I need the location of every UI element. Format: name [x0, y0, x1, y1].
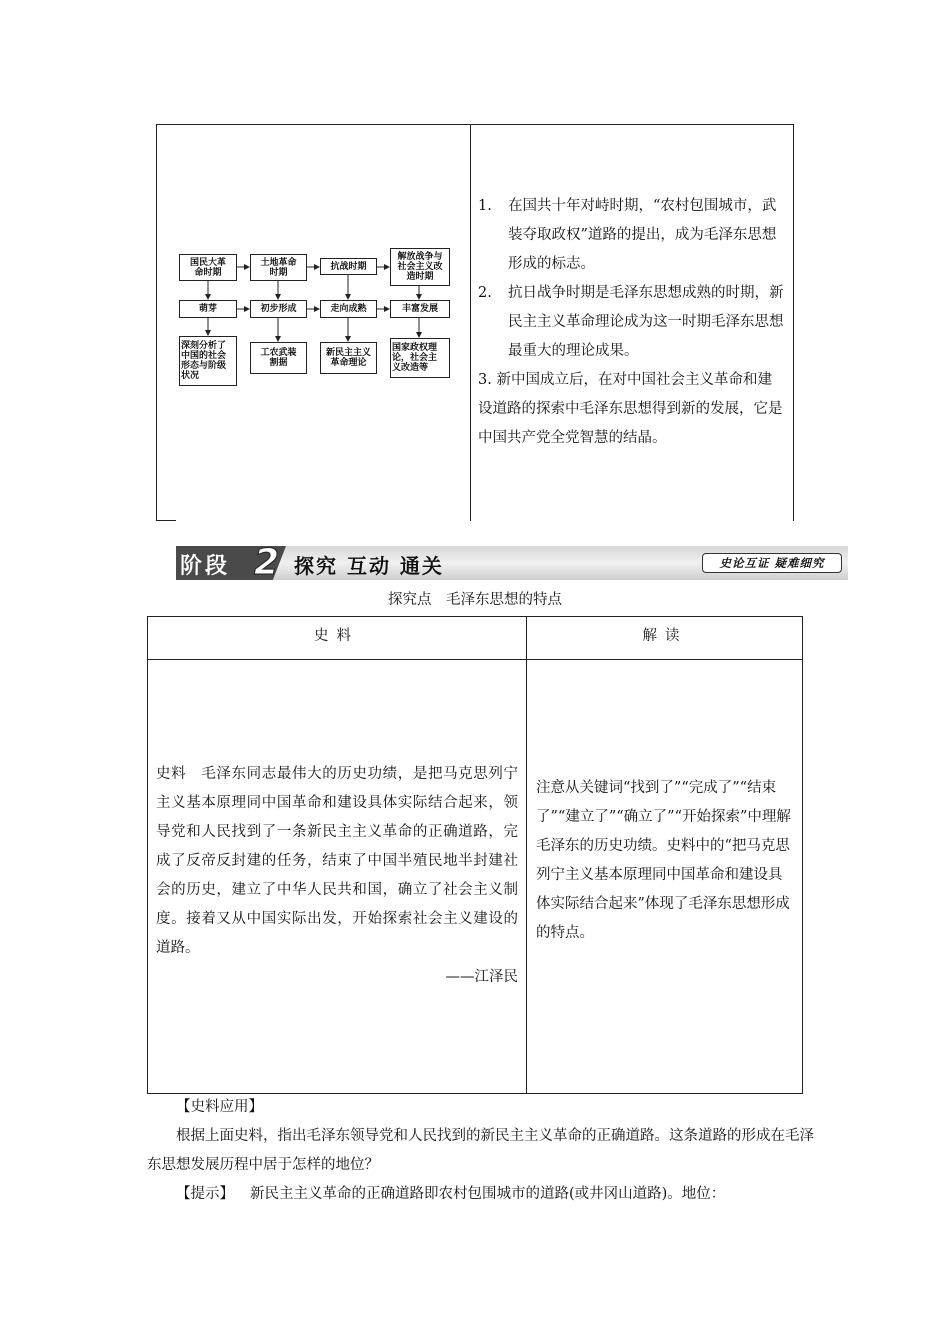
banner-tag: 史论互证 疑难细究: [702, 553, 842, 573]
flow-node-maturing: 走向成熟: [320, 300, 377, 318]
banner-title: 探究 互动 通关: [294, 554, 444, 578]
flow-node-social-analysis: 深刻分析了 中国的社会 形态与阶级 状况: [179, 336, 237, 386]
source-author: ——江泽民: [445, 969, 518, 985]
column-header-interpretation: 解读: [642, 628, 688, 644]
application-question: [147, 1122, 819, 1180]
flow-node-initial-formation: 初步形成: [250, 300, 307, 318]
column-header-source: 史料: [314, 628, 359, 644]
thought-development-flowchart: [170, 240, 460, 400]
table-divider: [470, 124, 471, 521]
table-divider: [147, 659, 803, 660]
hint-text: 新民主主义革命的正确道路即农村包围城市的道路(或井冈山道路)。地位：: [250, 1186, 726, 1202]
flow-node-national-revolution: 国民大革 命时期: [179, 254, 237, 281]
table-divider: [156, 520, 176, 521]
stage-banner: [176, 542, 848, 583]
flow-node-sprout: 萌芽: [179, 300, 237, 318]
application-heading: 【史料应用】: [176, 1099, 263, 1115]
application-hint: [176, 1180, 826, 1209]
flow-node-new-democracy-theory: 新民主主义 革命理论: [320, 342, 377, 374]
summary-point: [478, 279, 784, 366]
flow-node-armed-separatism: 工农武装 割据: [250, 342, 307, 374]
flow-node-state-power-theory: 国家政权理 论，社会主 义改造等: [390, 338, 450, 378]
explore-point-title: 探究点 毛泽东思想的特点: [388, 592, 562, 608]
summary-point: 3. 新中国成立后，在对中国社会主义革命和建设道路的探索中毛泽东思想得到新的发展，它是中国共产党全党智慧的结晶。: [478, 372, 783, 446]
flow-node-liberation-war: 解放战争与 社会主义改 造时期: [390, 248, 450, 286]
source-text: 史料 毛泽东同志最伟大的历史功绩，是把马克思列宁主义基本原理同中国革命和建设具体实际结合起来，领导党和人民找到了一条新民主主义革命的正确道路，完成了反帝反封建的任务，结束了中国半殖民地半封建社会的历史，建立了中华人民共和国，确立了社会主义制度。接着又从中国实际出发，开始探索社会主义建设的道路。: [156, 766, 518, 956]
flow-node-anti-japanese-war: 抗战时期: [320, 258, 377, 275]
point-number: 1.: [478, 198, 492, 214]
banner-stage-label: 阶段: [180, 554, 231, 579]
flow-node-land-revolution: 土地革命 时期: [250, 254, 307, 281]
interpretation-text: 注意从关键词“找到了”“完成了”“结束了”“建立了”“确立了”“开始探索”中理解毛泽东的历史功绩。史料中的“把马克思列宁主义基本原理同中国革命和建设具体实际结合起来”体现了毛泽东思想形成的特点。: [536, 780, 791, 941]
point-text: 抗日战争时期是毛泽东思想成熟的时期，新民主主义革命理论成为这一时期毛泽东思想最重大的理论成果。: [508, 285, 784, 359]
summary-points: [478, 192, 784, 453]
table-divider: [526, 616, 527, 1094]
flow-node-rich-development: 丰富发展: [390, 300, 450, 318]
question-text: 根据上面史料，指出毛泽东领导党和人民找到的新民主主义革命的正确道路。这条道路的形成在毛泽东思想发展历程中居于怎样的地位？: [147, 1128, 814, 1173]
summary-point: [478, 192, 784, 279]
point-number: 2.: [478, 285, 492, 301]
source-cell: [156, 760, 518, 992]
hint-label: 【提示】: [176, 1186, 234, 1202]
banner-stage-number: 2: [254, 542, 280, 583]
point-text: 在国共十年对峙时期，“农村包围城市，武装夺取政权”道路的提出，成为毛泽东思想形成的标志。: [508, 198, 777, 272]
